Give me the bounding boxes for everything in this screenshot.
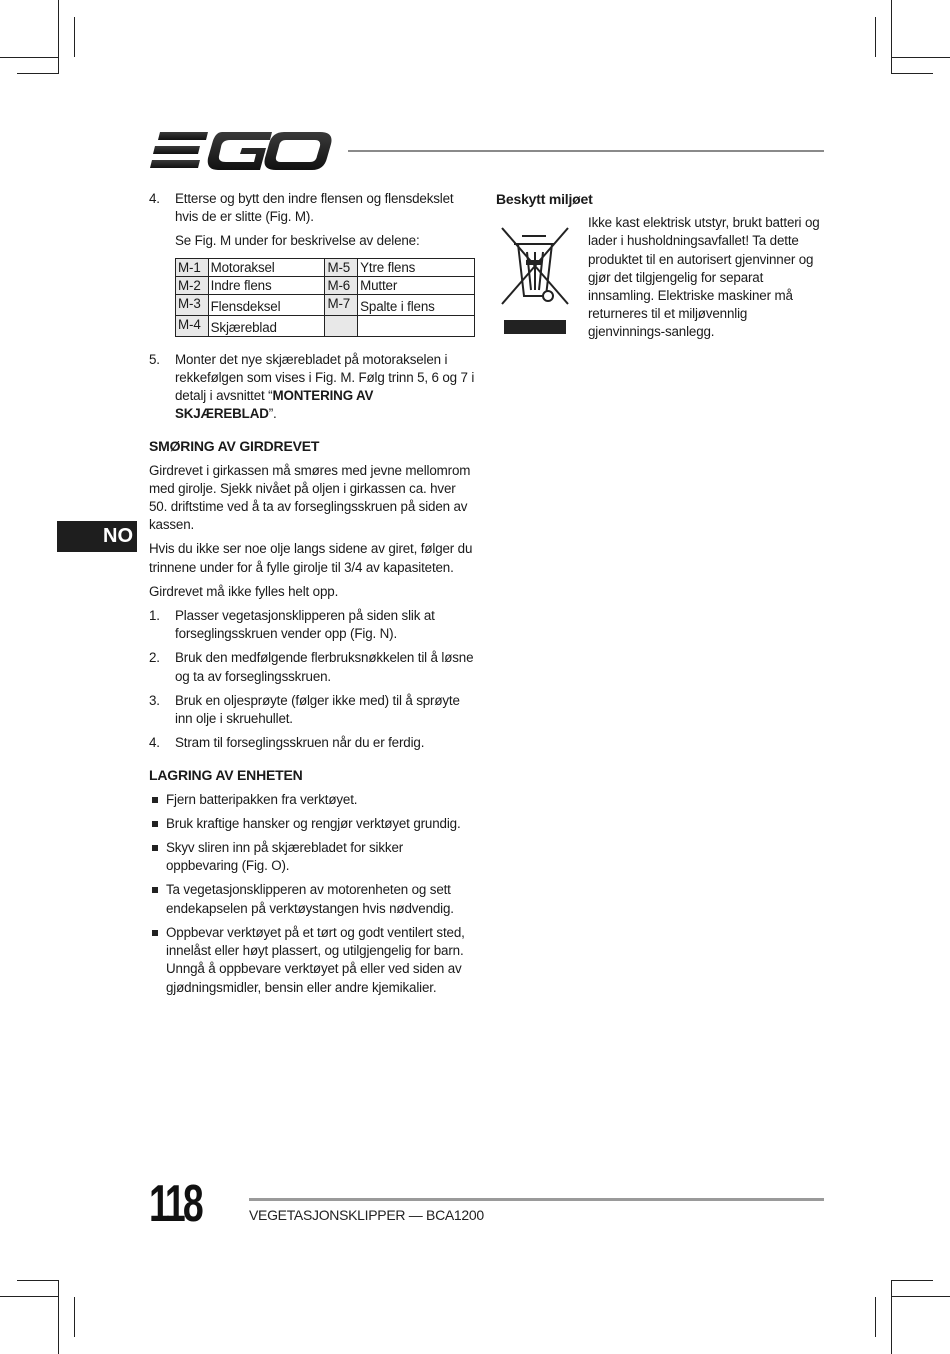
paragraph: Girdrevet i girkassen må smøres med jevne mellomrom med girolje. Sjekk nivået på oljen i girkassen ca. hver 50. driftstime ved å ta av forseglingsskruen på siden av kassen.: [149, 462, 471, 533]
list-text: Plasser vegetasjonsklipperen på siden slik at forseglingsskruen vender opp (Fig. N).: [175, 608, 435, 642]
table-cell: Ytre flens: [358, 258, 475, 276]
list-text: Bruk en oljesprøyte (følger ikke med) til å sprøyte inn olje i skruehullet.: [175, 692, 460, 727]
crop-mark: [875, 17, 876, 57]
paragraph: Girdrevet må ikke fylles helt opp.: [149, 583, 339, 599]
bullet-square-icon: [152, 930, 158, 936]
table-cell: Mutter: [358, 276, 475, 294]
crop-mark: [74, 17, 75, 57]
list-text: ”.: [268, 406, 277, 422]
bullet-text: Bruk kraftige hansker og rengjør verktøyet grundig.: [166, 815, 461, 831]
bullet-square-icon: [152, 797, 158, 803]
crop-mark: [58, 0, 59, 74]
bullet-text: Fjern batteripakken fra verktøyet.: [166, 791, 358, 807]
footer-rule: [249, 1198, 824, 1201]
bullet-item: [149, 924, 477, 997]
bullet-item: [149, 839, 477, 875]
bullet-text: Oppbevar verktøyet på et tørt og godt ventilert sted, innelåst eller høyt plassert, og utilgjengelig for barn. Unngå å oppbevare verktøyet på eller ved siden av gjødningsmidler, bensin eller andre kjemikalier.: [166, 924, 465, 995]
bullet-text: Ta vegetasjonsklipperen av motorenheten og sett endekapselen på verktøystangen hvis nødvendig.: [166, 882, 454, 916]
table-row: [176, 258, 475, 276]
crop-mark: [892, 1280, 933, 1281]
list-text: Monter det nye skjærebladet på motorakselen i rekkefølgen som vises i Fig. M. Følg trinn 5, 6 og 7 i detalj i avsnittet “: [175, 351, 475, 404]
table-cell: Flensdeksel: [208, 294, 325, 315]
environment-heading: Beskytt miljøet: [496, 191, 593, 207]
bullet-square-icon: [152, 887, 158, 893]
table-row: [176, 276, 475, 294]
table-cell: M-5: [325, 258, 358, 276]
header-rule: [348, 150, 824, 152]
list-number: 2.: [149, 650, 160, 666]
section-reference: MONTERING AV SKJÆREBLAD: [175, 388, 374, 422]
list-number: 4.: [149, 735, 160, 751]
bullet-square-icon: [152, 845, 158, 851]
list-number: 4.: [149, 191, 160, 206]
crop-mark: [74, 1297, 75, 1337]
section-heading-lubrication: SMØRING AV GIRDREVET: [149, 438, 320, 455]
list-item: [149, 351, 477, 424]
table-cell: M-2: [176, 276, 209, 294]
crop-mark: [891, 1280, 892, 1354]
page-number: 118: [149, 1175, 201, 1233]
list-text: Stram til forseglingsskruen når du er ferdig.: [175, 735, 425, 751]
list-number: 1.: [149, 608, 160, 624]
list-number: 5.: [149, 351, 160, 367]
table-cell: M-7: [325, 294, 358, 315]
crop-mark: [892, 1296, 950, 1297]
crop-mark: [0, 57, 58, 58]
parts-table: [175, 258, 475, 337]
list-item: [149, 692, 477, 728]
table-cell: [325, 315, 358, 336]
table-cell: M-4: [176, 315, 209, 336]
environment-text: Ikke kast elektrisk utstyr, brukt batteri og lader i husholdningsavfallet! Ta dette produktet til en autorisert gjenvinner og gjør det tilgjengelig for separat innsamling. Elektriske maskiner må returneres til et miljøvennlig gjenvinnings-sanlegg.: [588, 215, 820, 340]
bullet-item: [149, 881, 477, 917]
left-column: [149, 190, 477, 1003]
bullet-square-icon: [152, 821, 158, 827]
table-cell: M-3: [176, 294, 209, 315]
fig-reference: Se Fig. M under for beskrivelse av delene:: [175, 233, 420, 249]
table-cell: M-1: [176, 258, 209, 276]
list-item: [149, 734, 477, 752]
crop-mark: [58, 1280, 59, 1354]
list-item: [149, 607, 477, 643]
crop-mark: [0, 1296, 58, 1297]
crop-mark: [17, 1280, 58, 1281]
table-cell: Indre flens: [208, 276, 325, 294]
crop-mark: [891, 0, 892, 74]
crop-mark: [892, 57, 950, 58]
table-row: [176, 315, 475, 336]
section-heading-storage: LAGRING AV ENHETEN: [149, 767, 303, 784]
bullet-item: [149, 791, 477, 809]
crop-mark: [875, 1297, 876, 1337]
right-column: [496, 190, 826, 348]
list-text: Bruk den medfølgende flerbruksnøkkelen til å løsne og ta av forseglingsskruen.: [175, 650, 474, 684]
list-number: 3.: [149, 692, 160, 708]
language-tab: NO: [57, 521, 137, 552]
table-cell: Skjæreblad: [208, 315, 325, 336]
weee-crossed-bin-icon: [496, 224, 572, 336]
bullet-item: [149, 815, 477, 833]
list-item: [149, 190, 477, 226]
table-row: [176, 294, 475, 315]
list-item: [149, 649, 477, 685]
table-cell: [358, 315, 475, 336]
crop-mark: [892, 73, 933, 74]
list-text: Etterse og bytt den indre flensen og flensdekslet hvis de er slitte (Fig. M).: [175, 191, 454, 225]
crop-mark: [17, 73, 58, 74]
paragraph: Hvis du ikke ser noe olje langs sidene av giret, følger du trinnene under for å fylle girolje til 3/4 av kapasiteten.: [149, 541, 473, 575]
table-cell: Motoraksel: [208, 258, 325, 276]
table-cell: Spalte i flens: [358, 294, 475, 315]
bullet-text: Skyv sliren inn på skjærebladet for sikker oppbevaring (Fig. O).: [166, 840, 404, 874]
table-cell: M-6: [325, 276, 358, 294]
ego-logo: [150, 130, 332, 172]
footer-title: VEGETASJONSKLIPPER — BCA1200: [249, 1207, 484, 1223]
